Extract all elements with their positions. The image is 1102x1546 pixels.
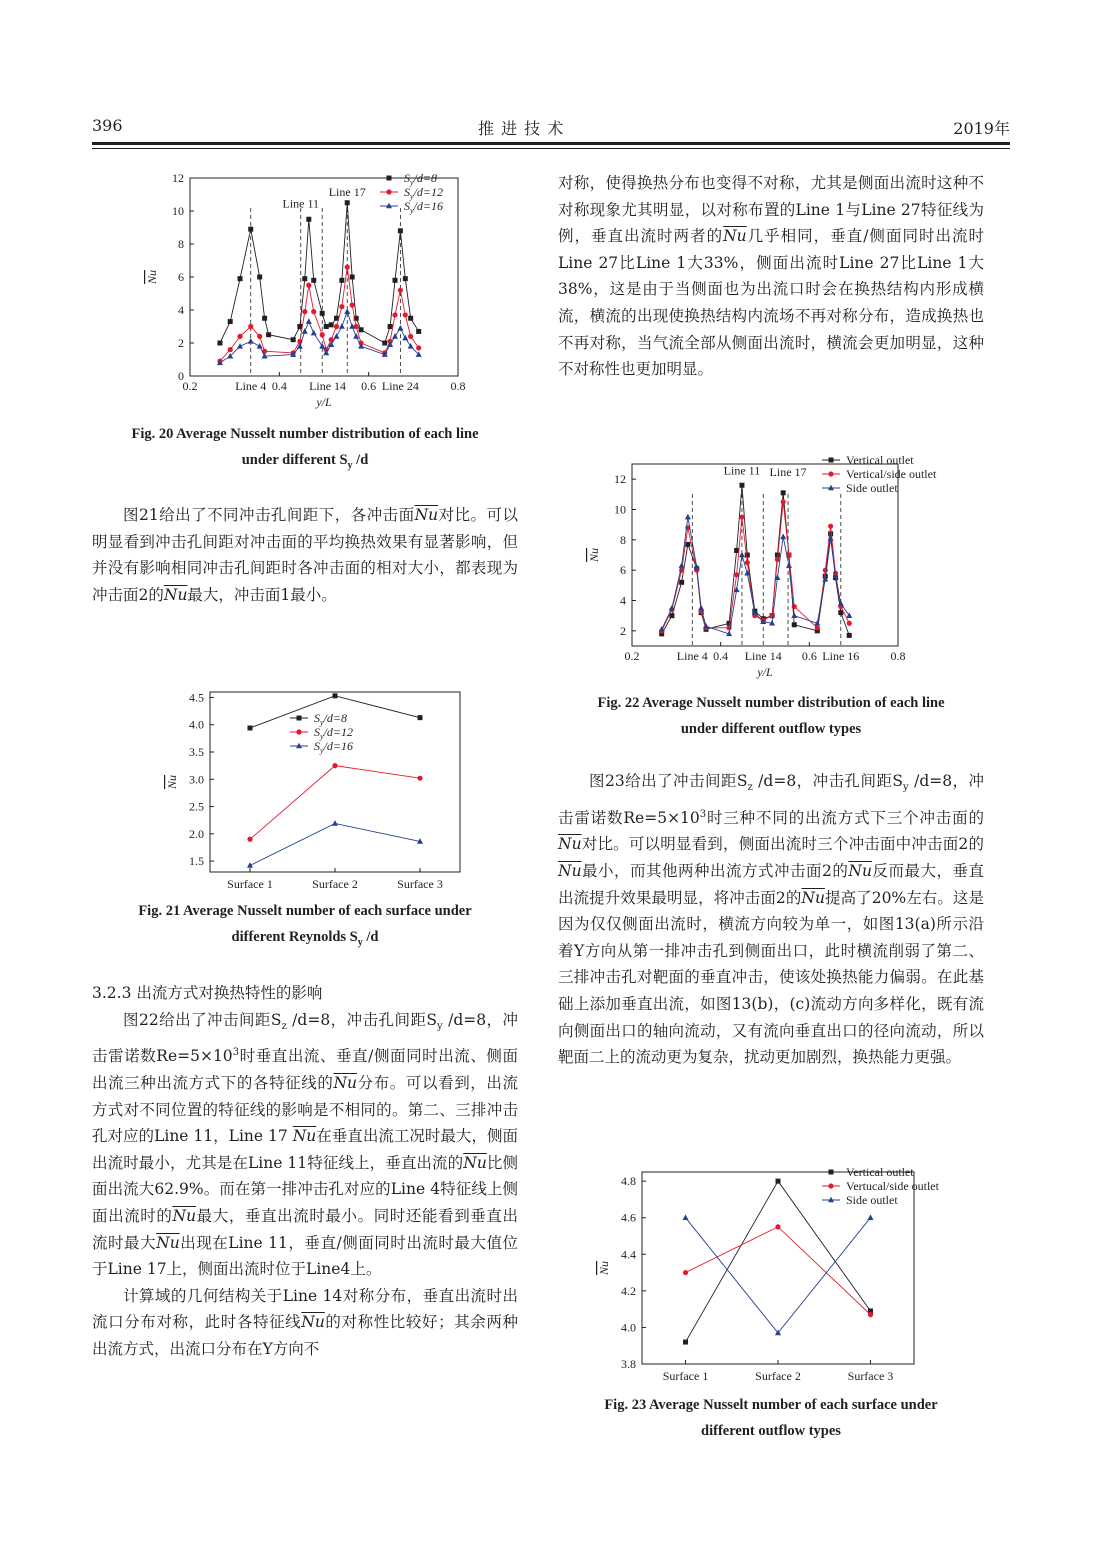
line-annotation: Line 4 [676,649,708,663]
data-point [302,309,307,314]
figure-22-caption: Fig. 22 Average Nusselt number distribution of each line under different outflow types [597,695,945,737]
y-tick-label: 8 [178,237,184,251]
y-tick-label: 10 [614,502,626,517]
legend-marker [297,716,302,721]
data-point [416,329,421,334]
data-point [339,323,345,329]
data-point [397,325,403,331]
x-tick-label: Surface 1 [227,877,273,891]
line-annotation: Line 11 [723,463,761,478]
legend-label: Vertical outlet [846,1165,914,1179]
y-tick-label: 3.8 [621,1357,636,1371]
data-point [868,1312,873,1317]
data-point [291,337,296,342]
data-point [392,312,397,317]
x-tick-label: 0.6 [361,379,377,393]
data-point [320,332,325,337]
data-point [739,552,745,558]
legend-marker [386,189,391,194]
x-tick-label: 0.4 [271,379,287,393]
data-point [320,311,325,316]
data-point [769,613,774,618]
data-point [745,560,750,565]
y-tick-label: 12 [172,171,184,185]
data-point [393,278,398,283]
data-point [683,1340,688,1345]
y-tick-label: 4 [178,303,184,317]
legend-marker [296,729,301,734]
legend-label: $S_y/d=8$ [404,171,437,187]
data-point [382,341,387,346]
data-point [350,302,355,307]
data-point [306,283,311,288]
data-point [329,322,334,327]
x-tick-label: 0.8 [890,649,906,663]
x-tick-label: Surface 2 [755,1369,801,1383]
y-tick-label: 8 [620,532,626,547]
data-point [311,330,317,336]
data-point [726,625,731,630]
data-point [306,318,312,324]
y-tick-label: 2 [620,623,626,638]
data-point [786,562,792,568]
data-point [775,557,780,562]
y-tick-label: 4.0 [621,1320,636,1335]
page-number: 396 [92,116,123,135]
y-tick-label: 4.4 [621,1247,636,1262]
line-annotation: Line 11 [282,196,320,211]
right-paragraph-1: 对称，使得换热分布也变得不对称，尤其是侧面出流时这种不对称现象尤其明显，以对称布置的Line 1与Line 27特征线为例，垂直出流时两者的$\overline{Nu}$几乎相同，垂直/侧面同时出流时Line 27比Line 1大33%，侧面出流时Line 27比Line 1大38%，这是由于当侧面也为出流口时会在换热结构内形成横流，横流的出现使换热结构内流场不再对称分布，造成换热也不再对称，当气流全部从侧面出流时，横流会更加明显，这种不对称性也更加明显。 [558,174,984,379]
data-point [350,275,355,280]
data-point [388,324,393,329]
data-point [679,562,685,568]
series-line [220,203,419,343]
data-point [228,319,233,324]
data-point [302,328,308,334]
data-point [306,217,311,222]
x-tick-label: Surface 3 [397,877,443,891]
y-tick-label: 10 [172,204,184,218]
line-annotation: Line 14 [309,379,347,393]
x-tick-label: 0.8 [450,379,466,393]
y-tick-label: 6 [620,563,626,578]
y-tick-label: 3.0 [189,772,204,787]
series-line [686,1218,871,1333]
year: 2019年 [953,119,1010,138]
y-axis-label: Nu [597,1260,611,1276]
data-point [333,693,338,698]
data-point [775,1224,780,1229]
data-point [417,776,422,781]
y-tick-label: 3.5 [189,745,204,759]
data-point [408,334,413,339]
x-tick-label: 0.2 [624,649,640,663]
data-point [683,1214,689,1220]
data-point [847,621,852,626]
data-point [247,837,252,842]
series-line [686,1227,871,1315]
data-point [266,332,271,337]
figure-20 [130,168,490,416]
y-tick-label: 2.0 [189,826,204,841]
series-line [220,312,419,363]
x-tick-label: 0.2 [182,379,198,393]
right-paragraph-2: 图23给出了冲击间距$S_z$ /d=8，冲击孔间距$S_y$ /d=8，冲击雷诺数$Re=5\times 10^3$时三种不同的出流方式下三个冲击面的$\overline{Nu}$对比。可以明显看到，侧面出流时三个冲击面中冲击面2的$\overline{Nu}$最小，而其他两种出流方式冲击面2的$\overline{Nu}$反而最大，垂直出流提升效果最明显，将冲击面2的$\overline{Nu}$提高了20%左右。这是因为仅仅侧面出流时，横流方向较为单一，如图13(a)所示沿着Y方向从第一排冲击孔到侧面出口，此时横流削弱了第二、三排冲击孔对靶面的垂直冲击，使该处换热能力偏弱。在此基础上添加垂直出流，如图13(b)，(c)流动方向多样化，既有流向侧面出口的轴向流动，又有流向垂直出口的径向流动，所以靶面二上的流动更为复杂，扰动更加剧烈，换热能力更强。 [558,772,985,1067]
legend-label: $S_y/d=16$ [404,199,443,215]
line-annotation: Line 16 [822,649,860,663]
data-point [345,200,350,205]
data-point [698,605,704,611]
legend-label: Side outlet [846,1193,898,1207]
data-point [685,514,691,520]
y-axis-label: Nu [145,269,159,285]
figure-22 [582,450,962,686]
legend-label: Side outlet [846,481,898,495]
legend-label: Vertucal/side outlet [846,1179,939,1193]
y-tick-label: 12 [614,472,626,487]
data-point [311,278,316,283]
journal-title: 推 进 技 术 [478,119,565,138]
data-point [248,726,253,731]
legend-marker [828,1197,834,1203]
line-annotation: Line 4 [235,379,267,393]
figure-23-caption: Fig. 23 Average Nusselt number of each surface under different outflow types [604,1397,938,1439]
line-annotation: Line 17 [328,185,366,200]
x-tick-label: Surface 1 [662,1369,709,1383]
data-point [398,288,403,293]
y-tick-label: 4 [620,593,626,608]
data-point [257,334,262,339]
data-point [311,309,316,314]
series-line [250,823,420,865]
data-point [418,715,423,720]
data-point [339,304,344,309]
data-point [781,490,786,495]
legend-marker [296,743,302,749]
figure-21-caption: Fig. 21 Average Nusselt number of each surface under different Reynolds $S_y$ /d [138,903,472,948]
data-point [359,327,364,332]
data-point [683,1270,688,1275]
data-point [416,345,421,350]
data-point [237,334,242,339]
data-point [402,335,408,341]
y-tick-label: 4.8 [621,1174,636,1189]
y-tick-label: 0 [178,369,184,383]
legend-marker [386,203,392,209]
legend-label: $S_y/d=12$ [404,185,443,201]
data-point [332,820,338,826]
data-point [828,524,833,529]
series-line [686,1181,871,1342]
series-line [250,766,420,840]
legend-marker [828,471,833,476]
line-annotation: Line 17 [769,465,807,480]
line-annotation: Line 24 [381,379,419,393]
data-point [739,483,744,488]
data-point [780,534,786,540]
figure-21 [130,678,490,898]
y-tick-label: 4.2 [621,1283,636,1298]
data-point [324,324,329,329]
data-point [334,324,339,329]
data-point [344,308,350,314]
data-point [408,316,413,321]
y-tick-label: 4.6 [621,1210,636,1225]
y-tick-label: 2 [178,336,184,350]
data-point [792,622,797,627]
y-tick-label: 6 [178,270,184,284]
legend-label: $S_y/d=8$ [314,711,347,727]
data-point [262,316,267,321]
data-point [745,553,750,558]
legend-label: Vertical/side outlet [846,467,937,481]
data-point [302,276,307,281]
x-tick-label: Surface 3 [847,1369,894,1383]
data-point [332,763,337,768]
data-point [334,333,340,339]
data-point [679,580,684,585]
header-rule [92,142,1010,145]
data-point [847,633,852,638]
left-paragraph-1: 图21给出了不同冲击孔间距下，各冲击面$\overline{Nu}$对比。可以明显看到冲击孔间距对冲击面的平均换热效果有显著影响，但并没有影响相同冲击孔间距时各冲击面的相对大小，都表现为冲击面2的$\overline{Nu}$最大，冲击面1最小。 [92,506,518,604]
data-point [345,265,350,270]
y-axis-label: Nu [165,774,179,790]
section-heading: 3.2.3 出流方式对换热特性的影响 [92,984,323,1002]
legend-marker [828,1183,833,1188]
data-point [257,275,262,280]
y-tick-label: 4.5 [189,690,204,705]
data-point [867,1214,873,1220]
x-axis-label: y/L [316,395,332,409]
legend-marker [828,485,834,491]
legend-marker [387,176,392,181]
legend-label: $S_y/d=12$ [314,725,353,741]
figure-20-caption: Fig. 20 Average Nusselt number distribution of each line under different $S_y$ /d [131,426,479,471]
data-point [781,499,786,504]
legend-marker [829,458,834,463]
line-annotation: Line 14 [744,649,782,663]
y-tick-label: 4.0 [189,717,204,732]
y-tick-label: 1.5 [189,854,204,869]
y-axis-label: Nu [587,547,601,563]
data-point [238,276,243,281]
legend-label: Vertical outlet [846,453,914,467]
data-point [248,338,254,344]
data-point [228,347,233,352]
x-axis-label: y/L [757,665,773,679]
data-point [815,625,820,630]
legend-label: $S_y/d=16$ [314,739,353,755]
data-point [217,341,222,346]
data-point [739,514,744,519]
data-point [403,312,408,317]
data-point [792,604,797,609]
data-point [339,278,344,283]
data-point [776,1179,781,1184]
y-tick-label: 2.5 [189,799,204,814]
figure-23 [582,1160,962,1388]
data-point [248,324,253,329]
data-point [403,276,408,281]
data-point [248,227,253,232]
data-point [247,862,253,868]
data-point [398,228,403,233]
left-section: 3.2.3 出流方式对换热特性的影响 图22给出了冲击间距$S_z$ /d=8，冲击孔间距$S_y$ /d=8，冲击雷诺数$Re=5\times 10^3$时垂直出流、垂直/侧面同时出流、侧面出流三种出流方式下的各特征线的$\overline{Nu}$分布。可以看到，出流方式对不同位置的特征线的影响是不相同的。第二、三排冲击孔对应的Line 11，Line 17 $\overline{Nu}$在垂直出流工况时最大，侧面出流时最小，尤其是在Line 11特征线上，垂直出流的$\overline{Nu}$比侧面出流大62.9%。而在第一排冲击孔对应的Line 4特征线上侧面出流时的$\overline{Nu}$最大，垂直出流时最小。同时还能看到垂直出流时最大$\overline{Nu}$出现在Line 11，垂直/侧面同时出流时最大值位于Line 17上，侧面出流时位于Line4上。 计算域的几何结构关于Line 14对称分布，垂直出流时出流口分布对称，此时各特征线$\overline{Nu}$的对称性比较好；其余两种出流方式，出流口分布在Y方向不 [92,980,518,1363]
x-tick-label: 0.6 [801,649,817,663]
x-tick-label: 0.4 [713,649,729,663]
data-point [791,612,797,618]
header-rule-thin [92,148,1010,149]
x-tick-label: Surface 2 [312,877,358,891]
data-point [703,623,709,629]
legend-marker [829,1170,834,1175]
